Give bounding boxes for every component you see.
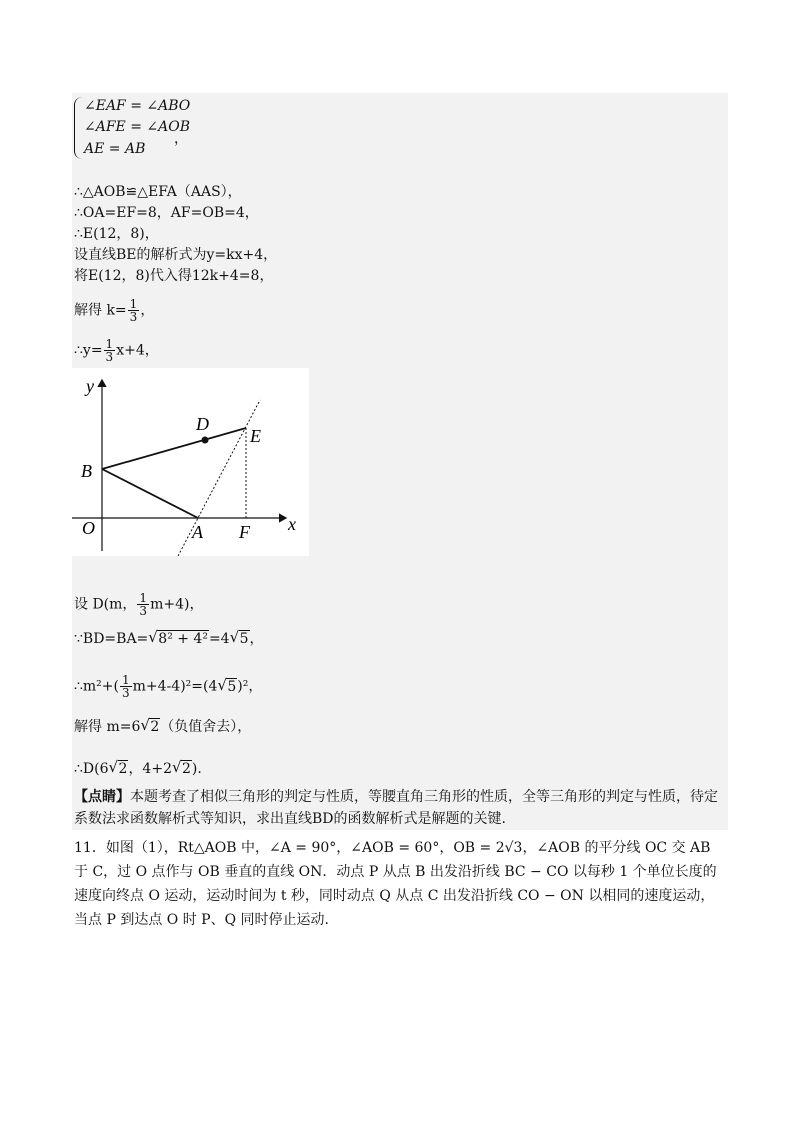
label-a: A	[192, 522, 203, 542]
comment-tag: 【点睛】	[74, 789, 130, 805]
fraction	[120, 674, 132, 699]
label-x: x	[288, 514, 296, 534]
sqrt	[148, 630, 209, 648]
text: x+4，	[116, 342, 159, 359]
radicand: 2	[150, 719, 160, 735]
system-eq1: ∠EAF = ∠ABO	[84, 98, 191, 114]
comment-paragraph	[74, 786, 728, 830]
text: m+4)，	[150, 596, 204, 613]
text: ，	[140, 302, 155, 319]
denominator: 3	[139, 604, 148, 618]
step-set-d	[74, 592, 203, 617]
step-distance-equation	[74, 674, 262, 699]
radicand: 5	[227, 678, 237, 695]
numerator: 1	[129, 297, 138, 311]
denominator: 3	[105, 350, 114, 364]
radicand: 2	[118, 761, 128, 777]
system-comma: ，	[174, 131, 188, 147]
label-f: F	[239, 522, 250, 542]
step-solve-m	[74, 718, 251, 736]
problem-11: 11．如图（1），Rt△AOB 中，∠A = 90°，∠AOB = 60°，OB = 2√3，∠AOB 的平分线 OC 交 AB 于 C，过 O 点作与 OB 垂直的直线 ON．动点 P 从点 B 出发沿折线 BC − CO 以每秒 1 个单位长度的速度向终点 O 运动，运动时间为 t 秒，同时动点 Q 从点 C 出发沿折线 CO − ON 以相同的速度运动，当点 P 到达点 O 时 P、Q 同时停止运动.	[74, 840, 717, 928]
fraction	[137, 592, 149, 617]
sqrt	[230, 630, 250, 648]
text: ，4+2	[128, 761, 172, 777]
label-o: O	[82, 518, 95, 538]
step-lengths: ∴OA=EF=8，AF=OB=4，	[74, 205, 259, 221]
label-y: y	[86, 376, 94, 396]
segment-ba	[102, 469, 198, 518]
text: ).	[191, 761, 202, 777]
radicand: 8² + 4²	[158, 631, 208, 647]
label-e: E	[250, 426, 261, 446]
step-point-e: ∴E(12，8)，	[74, 226, 159, 242]
system-eq2: ∠AFE = ∠AOB	[84, 119, 191, 135]
step-bd-equals-ba	[74, 630, 264, 648]
numerator: 1	[122, 673, 130, 687]
label-d: D	[196, 414, 209, 434]
numerator: 1	[105, 337, 114, 351]
radicand: 2	[181, 761, 191, 777]
denominator: 3	[122, 686, 130, 700]
sqrt	[172, 760, 192, 778]
fraction	[128, 298, 140, 323]
step-point-d	[74, 760, 202, 778]
point-d	[202, 437, 209, 444]
comment-text: 本题考查了相似三角形的判定与性质，等腰直角三角形的性质，全等三角形的判定与性质，待定系数法求函数解析式等知识，求出直线BD的函数解析式是解题的关键.	[74, 789, 718, 827]
text: m+4-4)²=(4	[132, 678, 218, 695]
step-solve-k	[74, 298, 154, 323]
system-eq3: AE = AB	[84, 141, 146, 157]
sqrt	[217, 678, 237, 696]
numerator: 1	[139, 591, 148, 605]
text: ∴y=	[74, 342, 103, 359]
figure-svg	[72, 368, 309, 556]
text: =4	[208, 631, 230, 647]
coordinate-figure	[72, 368, 309, 556]
text: 设 D(m，	[74, 596, 137, 613]
step-substitute: 将E(12，8)代入得12k+4=8，	[74, 268, 274, 284]
sqrt	[109, 760, 129, 778]
label-b: B	[81, 461, 92, 481]
step-congruent: ∴△AOB≌△EFA（AAS），	[74, 184, 242, 200]
text: 解得 k=	[74, 302, 127, 319]
text: ∴D(6	[74, 761, 109, 777]
denominator: 3	[129, 310, 138, 324]
text: ∴m²+(	[74, 678, 119, 695]
text: ∵BD=BA=	[74, 631, 149, 647]
text: ，	[249, 631, 264, 647]
step-equation-y	[74, 338, 159, 363]
segment-be	[102, 428, 246, 469]
fraction	[104, 338, 116, 363]
step-line-be: 设直线BE的解析式为y=kx+4，	[74, 247, 278, 263]
text: （负值舍去），	[160, 719, 252, 735]
text: 解得 m=6	[74, 719, 141, 735]
sqrt	[140, 718, 160, 736]
radicand: 5	[239, 631, 249, 647]
text: )²，	[237, 678, 263, 695]
